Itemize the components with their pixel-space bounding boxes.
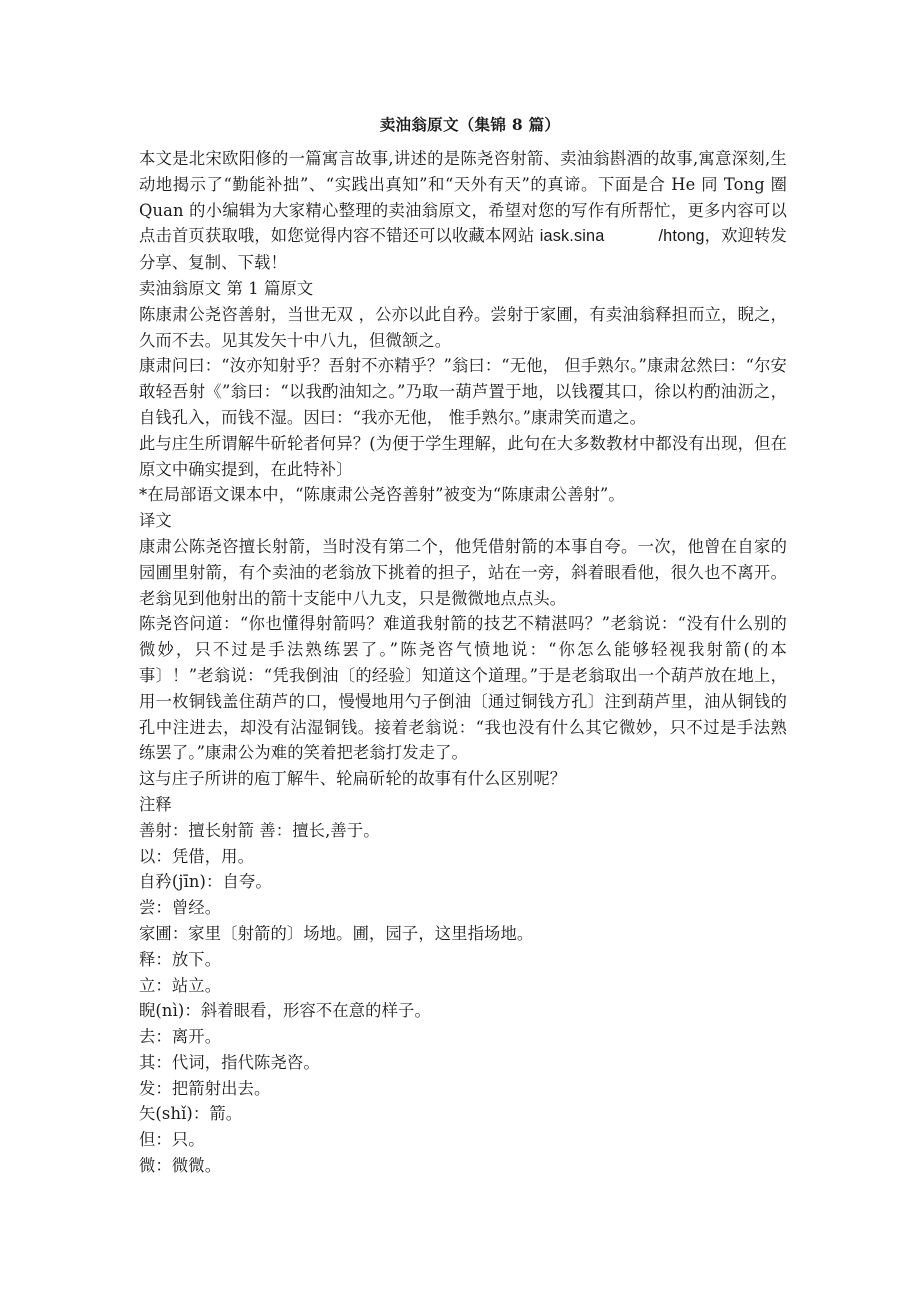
original-note: *在局部语文课本中，“陈康肃公尧咨善射”被变为“陈康肃公善射”。: [139, 485, 625, 505]
section-heading-translation: 译文: [139, 511, 172, 531]
section-heading-notes: 注释: [139, 794, 172, 814]
note-item: 去：离开。: [139, 1027, 222, 1047]
site-link-part-b[interactable]: /htong: [658, 227, 705, 246]
note-item: 尝：曾经。: [139, 898, 222, 918]
original-paragraph: 康肃问曰：“汝亦知射乎？吾射不亦精乎？”翁曰：“无他， 但手熟尔。”康肃忿然曰：“尔安敢轻吾射《”翁曰：“以我酌油知之。”乃取一葫芦置于地，以钱覆其口，徐以杓酌油沥之，自钱孔入，而钱不湿。因曰：“我亦无他， 惟手熟尔。”康肃笑而遣之。: [139, 356, 787, 427]
document-title: 卖油翁原文（集锦 8 篇）: [379, 115, 561, 134]
note-item: 矢(shǐ)：箭。: [139, 1104, 243, 1124]
translation-paragraph: 这与庄子所讲的庖丁解牛、轮扁斫轮的故事有什么区别呢？: [139, 769, 567, 789]
note-item: 家圃：家里〔射箭的〕场地。圃，园子，这里指场地。: [139, 923, 534, 943]
note-item: 睨(nì)：斜着眼看，形容不在意的样子。: [139, 1001, 431, 1021]
translation-paragraph: 陈尧咨问道：“你也懂得射箭吗？难道我射箭的技艺不精湛吗？”老翁说：“没有什么别的微妙，只不过是手法熟练罢了。”陈尧咨气愤地说：“你怎么能够轻视我射箭(的本事〕！”老翁说：“凭我倒油〔的经验〕知道这个道理。”于是老翁取出一个葫芦放在地上，用一枚铜钱盖住葫芦的口，慢慢地用勺子倒油〔通过铜钱方孔〕注到葫芦里，油从铜钱的孔中注进去，却没有沾湿铜钱。接着老翁说：“我也没有什么其它微妙，只不过是手法熟练罢了。”康肃公为难的笑着把老翁打发走了。: [139, 614, 787, 763]
section-heading-original: 卖油翁原文 第 1 篇原文: [139, 278, 314, 298]
note-item: 自矜(jīn)：自夸。: [139, 872, 272, 892]
intro-paragraph: [139, 146, 787, 276]
note-item: 立：站立。: [139, 975, 222, 995]
note-item: 其：代词，指代陈尧咨。: [139, 1052, 320, 1072]
intro-text-end: ，欢迎转发分享、复制、下载！: [139, 226, 787, 273]
site-link-part-a[interactable]: iask.sina: [539, 227, 605, 246]
note-item: 但：只。: [139, 1130, 205, 1150]
intro-text: 本文是北宋欧阳修的一篇寓言故事,讲述的是陈尧咨射箭、卖油翁斟酒的故事,寓意深刻,生动地揭示了“勤能补拙”、“实践出真知”和“天外有天”的真谛。下面是合 He 同 Tong 圈 Quan 的小编辑为大家精心整理的卖油翁原文，希望对您的写作有所帮忙，更多内容可以点击首页获取哦，如您觉得内容不错还可以收藏本网站: [139, 149, 787, 246]
original-paragraph: 此与庄生所谓解牛斫轮者何异？(为便于学生理解，此句在大多数教材中都没有出现，但在原文中确实提到，在此特补〕: [139, 433, 787, 479]
note-item: 以：凭借，用。: [139, 846, 255, 866]
note-item: 微：微微。: [139, 1156, 222, 1176]
translation-paragraph: 康肃公陈尧咨擅长射箭，当时没有第二个，他凭借射箭的本事自夸。一次，他曾在自家的园圃里射箭，有个卖油的老翁放下挑着的担子，站在一旁，斜着眼看他，很久也不离开。老翁见到他射出的箭十支能中八九支，只是微微地点点头。: [139, 536, 787, 608]
note-item: 发：把箭射出去。: [139, 1078, 271, 1098]
document-page: [139, 114, 787, 1179]
original-paragraph: 陈康肃公尧咨善射，当世无双 ，公亦以此自矜。尝射于家圃，有卖油翁释担而立，睨之，久而不去。见其发矢十中八九，但微颔之。: [139, 304, 787, 350]
note-item: 善射：擅长射箭 善：擅长,善于。: [139, 820, 380, 840]
note-item: 释：放下。: [139, 949, 222, 969]
